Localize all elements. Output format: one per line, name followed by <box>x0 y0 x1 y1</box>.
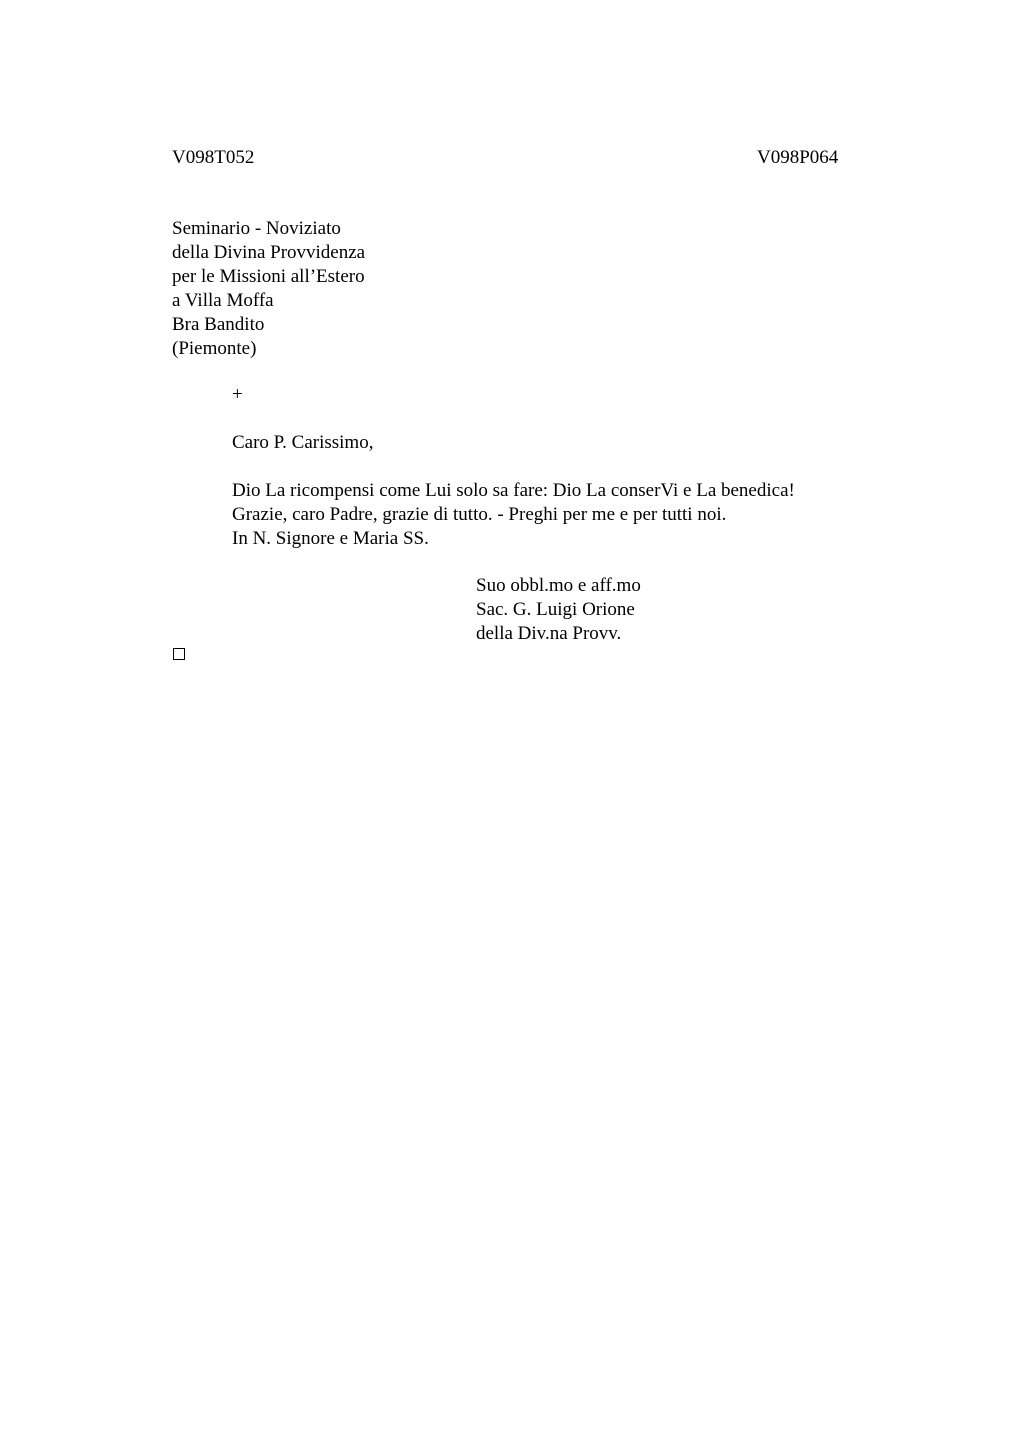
signature-line: Suo obbl.mo e aff.mo <box>476 575 641 596</box>
signature-line: della Div.na Provv. <box>476 623 622 644</box>
signature-line: Sac. G. Luigi Orione <box>476 599 635 620</box>
signature-block <box>476 574 641 646</box>
letterhead-line: Seminario - Noviziato <box>172 218 341 239</box>
letter-body <box>232 479 795 551</box>
letterhead <box>172 217 365 361</box>
letterhead-line: della Divina Provvidenza <box>172 242 366 263</box>
cross-symbol: + <box>232 384 243 405</box>
letterhead-line: (Piemonte) <box>172 338 257 359</box>
body-line: In N. Signore e Maria SS. <box>232 528 429 549</box>
document-code-left: V098T052 <box>172 147 255 168</box>
salutation: Caro P. Carissimo, <box>232 432 374 453</box>
end-of-document-box-icon <box>173 648 185 660</box>
document-code-right: V098P064 <box>757 147 839 168</box>
letterhead-line: Bra Bandito <box>172 314 265 335</box>
letterhead-line: per le Missioni all’Estero <box>172 266 365 287</box>
body-line: Dio La ricompensi come Lui solo sa fare: Dio La conserVi e La benedica! <box>232 480 795 501</box>
letterhead-line: a Villa Moffa <box>172 290 274 311</box>
body-line: Grazie, caro Padre, grazie di tutto. - Preghi per me e per tutti noi. <box>232 504 727 525</box>
